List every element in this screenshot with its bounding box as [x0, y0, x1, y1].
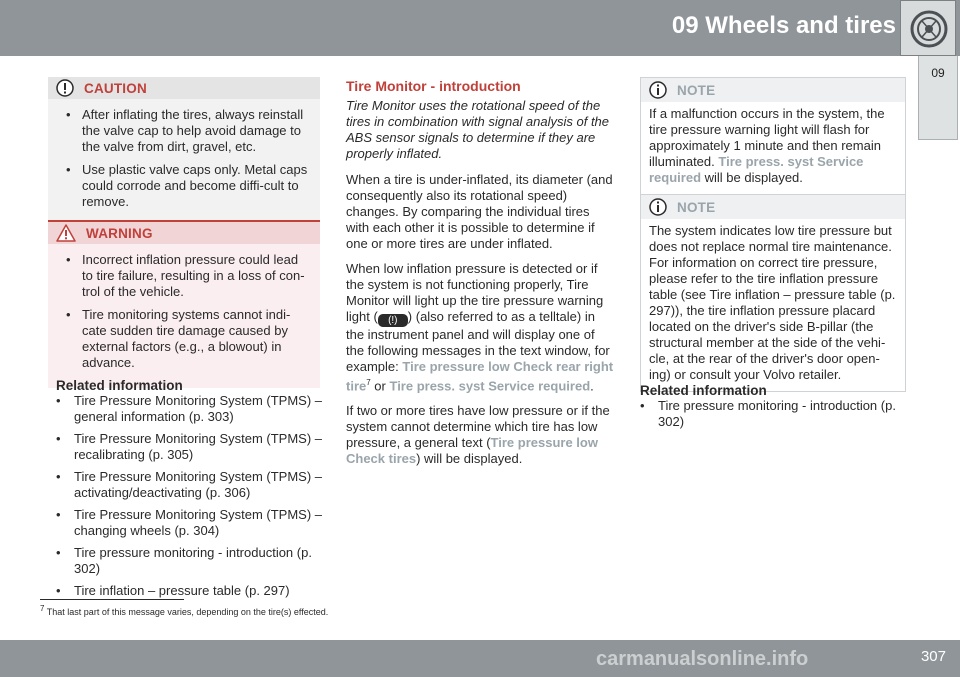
related-link[interactable]: • Tire inflation – pressure table (p. 297)	[56, 583, 324, 599]
display-message: Tire press. syst Service required	[389, 378, 591, 394]
paragraph-text: or	[370, 378, 390, 394]
warning-triangle-icon	[56, 224, 76, 242]
display-message: Tire pressure low Check tires	[346, 435, 598, 467]
caution-box	[48, 77, 320, 227]
caution-label: CAUTION	[84, 80, 147, 96]
warning-item: • Tire monitoring systems cannot indi-cate sudden tire damage caused by external factors (e.g., a blowout) in advance.	[60, 307, 308, 371]
footnote-number: 7	[40, 604, 45, 613]
chapter-badge	[900, 0, 956, 56]
caution-body	[48, 99, 320, 227]
page-footer	[0, 640, 960, 677]
paragraph	[346, 261, 616, 394]
related-link[interactable]: • Tire pressure monitoring - introduction (p. 302)	[640, 398, 906, 430]
footnote	[40, 603, 328, 618]
note-text-part: If a malfunction occurs in the system, the tire pressure warning light will flash for approximately 1 minute and then remain illuminated.	[649, 106, 885, 169]
note-box	[640, 77, 906, 195]
related-link[interactable]: • Tire Pressure Monitoring System (TPMS) – changing wheels (p. 304)	[56, 507, 324, 539]
note-text: The system indicates low tire pressure but does not replace normal tire maintenance. For information on correct tire pressure, please refer to the tire inflation pressure table (see Tire inflation – pressure table (p. 297)), the tire inflation pressure placard located on the driver's side B-pillar (the structural member at the side of the vehi-cle, at the rear of the driver's door open-ing) or consult your Volvo retailer.	[649, 223, 896, 382]
note-box	[640, 194, 906, 392]
side-tab-label: 09	[931, 66, 945, 80]
paragraph: When a tire is under-inflated, its diameter (and consequently also its rotational speed) changes. By comparing the individual tires with each other it is possible to determine if one or more tires are under inflated.	[346, 172, 613, 251]
display-message: Tire pressure low Check rear right tire	[346, 359, 614, 394]
display-message: Tire press. syst Service required	[649, 154, 864, 185]
warning-body	[48, 244, 320, 388]
warning-header	[48, 220, 320, 244]
note-text	[649, 106, 897, 186]
related-link[interactable]: • Tire pressure monitoring - introduction (p. 302)	[56, 545, 324, 577]
info-icon	[649, 198, 667, 216]
info-icon	[649, 81, 667, 99]
caution-header	[48, 77, 320, 99]
note-label: NOTE	[677, 82, 716, 98]
section-title: Tire Monitor - introduction	[346, 78, 521, 94]
tire-icon	[907, 7, 951, 51]
page-number: 307	[920, 648, 946, 665]
paragraph-text: ) will be displayed.	[416, 451, 523, 467]
chapter-side-tab[interactable]	[918, 56, 958, 140]
section-intro: Tire Monitor uses the rotational speed of the tires in combination with signal analysis of the ABS sensor signals to determine if they are properly inflated.	[346, 98, 610, 161]
tire-pressure-warning-icon: (!)	[378, 314, 408, 327]
note-body	[641, 102, 905, 194]
related-information-right	[640, 383, 906, 436]
note-body	[641, 219, 905, 391]
related-link[interactable]: • Tire Pressure Monitoring System (TPMS) – general information (p. 303)	[56, 393, 324, 425]
caution-circle-icon	[56, 79, 74, 97]
note-header	[641, 78, 905, 102]
related-link[interactable]: • Tire Pressure Monitoring System (TPMS) – recalibrating (p. 305)	[56, 431, 324, 463]
paragraph-text: ) (also referred to as a telltale) in the instrument panel and will display one of the following messages in the text window, for example:	[346, 309, 610, 374]
footnote-text: That last part of this message varies, depending on the tire(s) effected.	[44, 607, 329, 617]
note-header	[641, 195, 905, 219]
warning-item: • Incorrect inflation pressure could lead to tire failure, resulting in a loss of con-trol of the vehicle.	[60, 252, 308, 300]
related-information-left	[56, 378, 324, 605]
tire-monitor-section	[346, 78, 616, 476]
chapter-title: 09 Wheels and tires	[671, 12, 896, 39]
paragraph-text: If two or more tires have low pressure or if the system cannot determine which tire has low pressure, a general text (	[346, 403, 610, 451]
watermark: carmanualsonline.info	[596, 648, 809, 670]
footnote-divider	[40, 599, 184, 600]
related-heading: Related information	[56, 378, 183, 393]
note-text-part: will be displayed.	[701, 170, 803, 185]
warning-box	[48, 220, 320, 388]
related-link[interactable]: • Tire Pressure Monitoring System (TPMS) – activating/deactivating (p. 306)	[56, 469, 324, 501]
warning-label: WARNING	[86, 225, 153, 241]
page-header	[0, 0, 960, 56]
caution-item: • After inflating the tires, always reinstall the valve cap to help avoid damage to the valve from dirt, gravel, etc.	[60, 107, 308, 155]
paragraph	[346, 403, 616, 467]
caution-item: • Use plastic valve caps only. Metal caps could corrode and become diffi-cult to remove.	[60, 162, 308, 210]
paragraph-text: When low inflation pressure is detected or if the system is not functioning properly, Tire Monitor will light up the tire pressure warning light (	[346, 261, 604, 324]
note-label: NOTE	[677, 199, 716, 215]
paragraph-text: .	[590, 378, 594, 394]
footnote-ref[interactable]: 7	[366, 378, 371, 387]
related-heading: Related information	[640, 383, 767, 398]
